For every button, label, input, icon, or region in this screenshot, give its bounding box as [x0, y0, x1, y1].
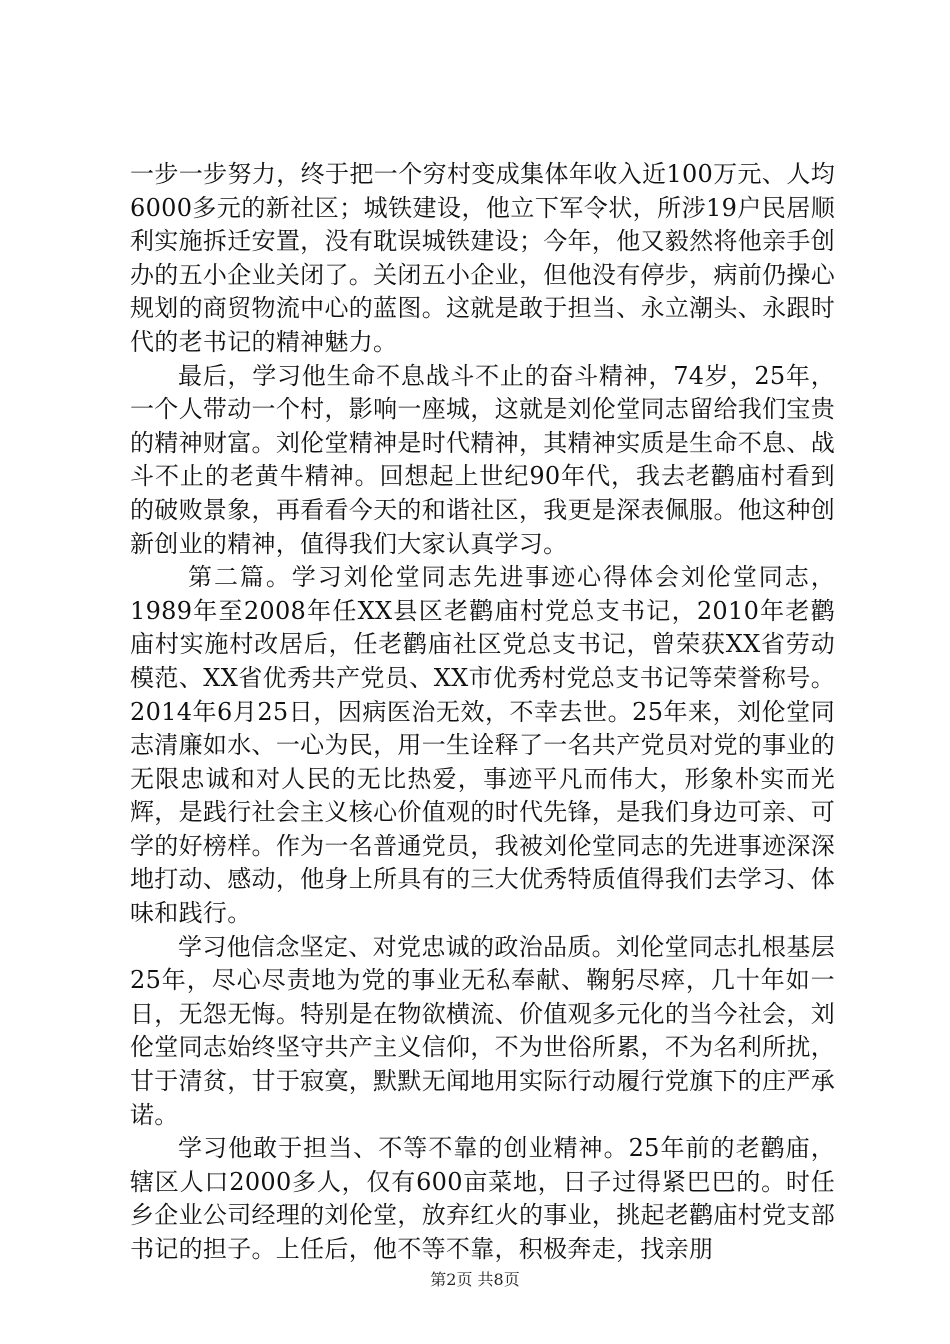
- paragraph-political-quality: 学习他信念坚定、对党忠诚的政治品质。刘伦堂同志扎根基层25年，尽心尽责地为党的事业无私奉献、鞠躬尽瘁，几十年如一日，无怨无悔。特别是在物欲横流、价值观多元化的当今社会，刘伦堂同志始终坚守共产主义信仰，不为世俗所累，不为名利所扰，甘于清贫，甘于寂寞，默默无闻地用实际行动履行党旗下的庄严承诺。: [130, 932, 835, 1129]
- paragraph-second-article: 第二篇。学习刘伦堂同志先进事迹心得体会刘伦堂同志，1989年至2008年任XX县区老鹳庙村党总支书记，2010年老鹳庙村实施村改居后，任老鹳庙社区党总支书记，曾荣获XX省劳动模范、XX省优秀共产党员、XX市优秀村党总支书记等荣誉称号。2014年6月25日，因病医治无效，不幸去世。25年来，刘伦堂同志清廉如水、一心为民，用一生诠释了一名共产党员对党的事业的无限忠诚和对人民的无比热爱，事迹平凡而伟大，形象朴实而光辉，是践行社会主义核心价值观的时代先锋，是我们身边可亲、可学的好榜样。作为一名普通党员，我被刘伦堂同志的先进事迹深深地打动、感动，他身上所具有的三大优秀特质值得我们去学习、体味和践行。: [130, 563, 835, 928]
- paragraph-entrepreneurial-spirit: 学习他敢于担当、不等不靠的创业精神。25年前的老鹳庙，辖区人口2000多人，仅有600亩菜地，日子过得紧巴巴的。时任乡企业公司经理的刘伦堂，放弃红火的事业，挑起老鹳庙村党支部书记的担子。上任后，他不等不靠，积极奔走，找亲朋: [130, 1134, 835, 1263]
- paragraph-continuation: 一步一步努力，终于把一个穷村变成集体年收入近100万元、人均6000多元的新社区；城铁建设，他立下军令状，所涉19户民居顺利实施拆迁安置，没有耽误城铁建设；今年，他又毅然将他亲手创办的五小企业关闭了。关闭五小企业，但他没有停步，病前仍操心规划的商贸物流中心的蓝图。这就是敢于担当、永立潮头、永跟时代的老书记的精神魅力。: [130, 160, 835, 356]
- page-footer: 第2页 共8页: [430, 1270, 520, 1289]
- paragraph-final-spirit: 最后，学习他生命不息战斗不止的奋斗精神，74岁，25年，一个人带动一个村，影响一座城，这就是刘伦堂同志留给我们宝贵的精神财富。刘伦堂精神是时代精神，其精神实质是生命不息、战斗不止的老黄牛精神。回想起上世纪90年代，我去老鹳庙村看到的破败景象，再看看今天的和谐社区，我更是深表佩服。他这种创新创业的精神，值得我们大家认真学习。: [130, 361, 835, 558]
- document-body: [130, 158, 835, 1267]
